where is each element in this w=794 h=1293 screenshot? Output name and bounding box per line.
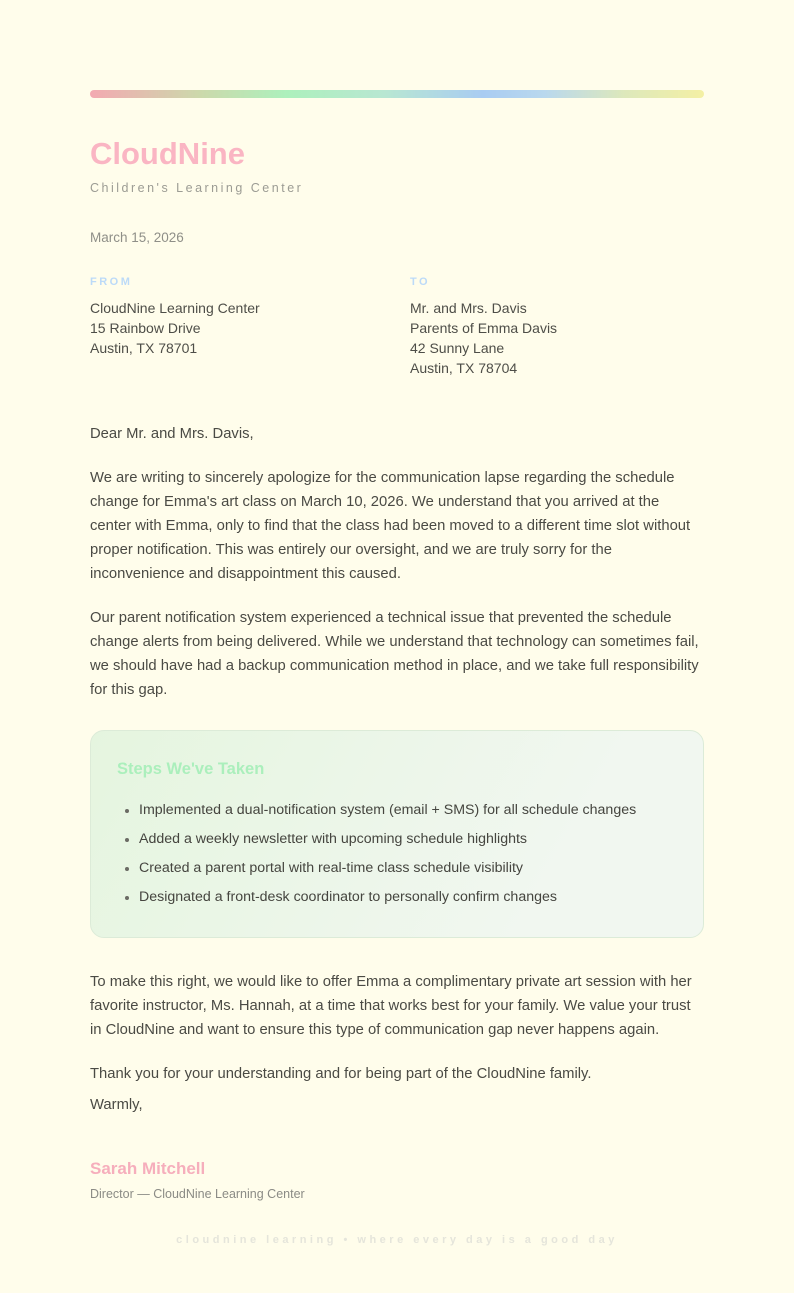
signature-role: Director — CloudNine Learning Center: [90, 1187, 305, 1202]
brand-tagline: Children's Learning Center: [90, 181, 304, 196]
salutation: Dear Mr. and Mrs. Davis,: [90, 426, 254, 443]
steps-box-title: Steps We've Taken: [117, 760, 265, 779]
steps-list-item: • Added a weekly newsletter with upcoming schedule highlights: [139, 827, 677, 851]
to-address-line: 42 Sunny Lane: [410, 340, 505, 357]
steps-list: [117, 798, 677, 909]
letter-body: [90, 422, 704, 1117]
steps-list-item: • Implemented a dual-notification system (email + SMS) for all schedule changes: [139, 798, 677, 822]
steps-list-item: • Created a parent portal with real-time class schedule visibility: [139, 856, 677, 880]
signature-block: [90, 1159, 704, 1201]
letterhead: [90, 137, 704, 195]
steps-list-item: • Designated a front-desk coordinator to personally confirm changes: [139, 885, 677, 909]
to-address: [410, 276, 704, 378]
brand-title: CloudNine: [90, 136, 245, 171]
apology-paragraph: We are writing to sincerely apologize for the communication lapse regarding the schedule change for Emma's art class on March 10, 2026. We understand that you arrived at the center with Emma, only to find that the class had been moved to a different time slot without proper notification. This was entirely our oversight, and we are truly sorry for the inconvenience and disappointment this caused.: [90, 470, 691, 583]
explanation-paragraph: Our parent notification system experienced a technical issue that prevented the schedule change alerts from being delivered. While we understand that technology can sometimes fail, we should have had a backup communication method in place, and we take full responsibility for this gap.: [90, 610, 699, 699]
from-label: FROM: [90, 276, 133, 289]
from-address-line: CloudNine Learning Center: [90, 300, 260, 317]
footer-tagline: cloudnine learning • where every day is a good day: [176, 1234, 618, 1247]
offer-paragraph: To make this right, we would like to offer Emma a complimentary private art session with her favorite instructor, Ms. Hannah, at a time that works best for your family. We value your trust in CloudNine and want to ensure this type of communication gap never happens again.: [90, 974, 692, 1039]
to-label: TO: [410, 276, 431, 289]
to-address-line: Austin, TX 78704: [410, 360, 518, 377]
to-address-line: Mr. and Mrs. Davis: [410, 300, 527, 317]
thanks-line: Thank you for your understanding and for being part of the CloudNine family.: [90, 1066, 592, 1083]
from-address-line: Austin, TX 78701: [90, 340, 198, 357]
to-address-line: Parents of Emma Davis: [410, 320, 558, 337]
letter-date: March 15, 2026: [90, 230, 184, 246]
address-block: [90, 276, 704, 378]
from-address-line: 15 Rainbow Drive: [90, 320, 201, 337]
signature-name: Sarah Mitchell: [90, 1159, 206, 1179]
steps-taken-box: [90, 730, 704, 938]
rainbow-gradient-bar: [90, 90, 704, 98]
valediction: Warmly,: [90, 1097, 143, 1114]
from-address: [90, 276, 410, 378]
